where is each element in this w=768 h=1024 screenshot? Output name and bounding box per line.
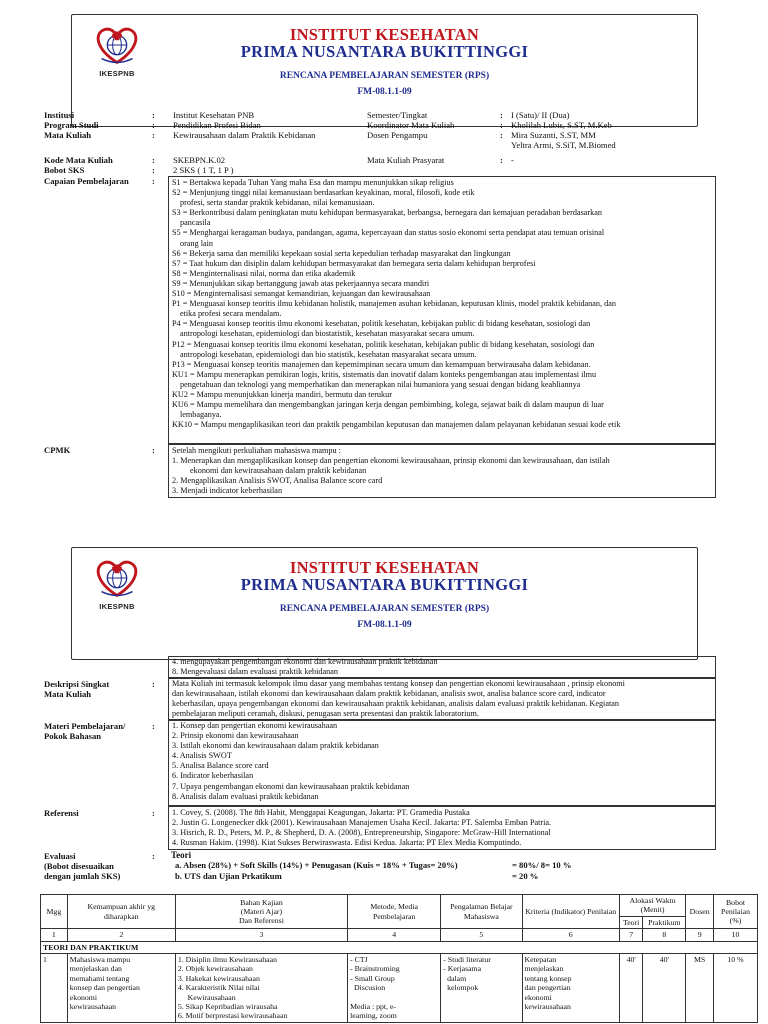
kemampuan-line: menjelaskan dan [69, 964, 122, 974]
table-row [41, 954, 758, 1023]
cell-praktikum: 40' [643, 954, 686, 1023]
teori-label: Teori [171, 850, 192, 860]
metode-line: Media : ppt, e- [350, 1001, 397, 1011]
header-bahan-2: (Materi Ajar) [240, 906, 283, 916]
evaluasi-label-2: (Bobot disesuaikan [44, 861, 114, 871]
materi-item: 6. Indicator keberhasilan [172, 771, 254, 781]
matkul-label: Mata Kuliah [44, 130, 92, 140]
cell-kemampuan [67, 954, 175, 1023]
header-praktikum: Praktikum [643, 916, 686, 928]
header-bahan-1: Bahan Kajian [240, 897, 283, 907]
cell-mgg: 1 [41, 954, 68, 1023]
capaian-line: etika profesi secara mendalam. [180, 309, 282, 319]
cell-kriteria [522, 954, 619, 1023]
capaian-line: S6 = Bekerja sama dan memiliki kepekaan sosial serta kepedulian terhadap masyarakat dan lingkungan [172, 248, 511, 258]
kode-value: SKEBPN.K.02 [173, 155, 226, 165]
col-number: 10 [714, 929, 758, 941]
col-number: 5 [441, 929, 522, 941]
metode-line: - Small Group [350, 973, 395, 983]
kemampuan-line: memahami tentang [69, 973, 130, 983]
capaian-label: Capaian Pembelajaran [44, 176, 129, 186]
cpmk-line: 1. Menerapkan dan mengaplikasikan konsep dan pengertian ekonomi kewirausahaan, prinsip ekonomi dan kewirausahaan, dan istilah [172, 456, 610, 466]
header-pengalaman: Pengalaman Belajar Mahasiswa [441, 895, 522, 929]
col-number: 8 [643, 929, 686, 941]
cpmk-continued-box [168, 656, 716, 678]
header-bahan [175, 895, 347, 929]
materi-item: 1. Konsep dan pengertian ekonomi kewirausahaan [172, 721, 338, 730]
materi-item: 4. Analisis SWOT [172, 751, 232, 761]
col-number: 3 [175, 929, 347, 941]
kriteria-line: Ketepatan [524, 955, 557, 965]
kemampuan-line: Mahasiswa mampu [69, 955, 131, 965]
pengalaman-line: dalam [443, 973, 467, 983]
cell-metode [348, 954, 441, 1023]
cpmk-line: 2. Mengaplikasikan Analisis SWOT, Analisa Balance score card [172, 476, 383, 486]
col-number: 1 [41, 929, 68, 941]
kriteria-line: kewirausahaan [524, 1002, 571, 1012]
colon: : [500, 110, 503, 120]
header-teori: Teori [619, 916, 643, 928]
page2-header [71, 547, 698, 660]
colon: : [152, 721, 155, 731]
referensi-box [168, 806, 716, 850]
colon: : [152, 120, 155, 130]
materi-item: 2. Prinsip ekonomi dan kewirausahaan [172, 731, 299, 741]
document-title: RENCANA PEMBELAJARAN SEMESTER (RPS) [279, 604, 490, 614]
kriteria-line: tentang konsep [524, 973, 572, 983]
capaian-line: pancasila [180, 218, 211, 228]
cell-pengalaman [441, 954, 522, 1023]
kemampuan-line: ekonomi [69, 992, 98, 1002]
materi-item: 7. Upaya pengembangan ekonomi dan kewirausahaan praktik kebidanan [172, 781, 410, 791]
table-header-row [41, 895, 758, 917]
capaian-line: S9 = Menunjukkan sikap bertanggung jawab atas pekerjaannya secara mandiri [172, 278, 430, 288]
deskripsi-label-2: Mata Kuliah [44, 689, 92, 699]
semester-label: Semester/Tingkat [367, 110, 428, 120]
pengalaman-line: - Studi literatur [443, 955, 491, 965]
capaian-line: KU2 = Mampu menunjukkan kinerja mandiri, bermutu dan terukur [172, 389, 392, 399]
document-code: FM-08.1.1-09 [357, 620, 412, 630]
deskripsi-line: Mata Kuliah ini termasuk kelompok ilmu dasar yang membahas tentang konsep dan pengertian ekonomi kewirausahaan , prinsip ekonomi [172, 679, 625, 688]
capaian-line: KK10 = Mampu mengaplikasikan teori dan praktik pengambilan keputusan dan manajemen dalam pelayanan kebidanan sesuai kode etik [172, 420, 621, 430]
koordinator-value: Kholilah Lubis, S.ST, M.Keb [511, 120, 612, 130]
materi-box [168, 720, 716, 806]
header-metode: Metode, Media Pembelajaran [348, 895, 441, 929]
cell-bobot: 10 % [714, 954, 758, 1023]
capaian-line: P13 = Menguasai konsep teoritis manajemen dan kepemimpinan secara umum dan kemampuan berwirausaha dalam kebidanan. [172, 359, 591, 369]
header-mgg: Mgg [41, 895, 68, 929]
kemampuan-line: kewirausahaan [69, 1002, 117, 1012]
cell-teori: 40' [619, 954, 643, 1023]
metode-line: learning, zoom [350, 1011, 397, 1021]
header-bahan-3: Dan Referensi [239, 916, 284, 926]
institution-name: INSTITUT KESEHATAN [289, 558, 480, 577]
cpmk-box [168, 444, 716, 498]
referensi-item: 4. Rusman Hakim. (1998). Kiat Sukses Berwiraswasta. Edisi Kedua. Jakarta: PT Elex Media Komputindo. [172, 838, 522, 848]
bobot-value: 2 SKS ( 1 T, 1 P ) [173, 165, 234, 175]
cell-bahan [175, 954, 347, 1023]
document-code: FM-08.1.1-09 [357, 87, 412, 97]
capaian-line: P1 = Menguasai konsep teoritis ilmu kebidanan holistik, manajemen asuhan kebidanan, keputusan klinis, model praktik kebidanan, dan [172, 299, 616, 309]
eval-item-b: b. UTS dan Ujian Prkatikum [175, 871, 282, 881]
prasyarat-value: - [511, 155, 514, 165]
header-alokasi-2: (Menit) [640, 905, 665, 915]
deskripsi-label: Deskripsi Singkat [44, 679, 110, 689]
prodi-value: Pendidikan Profesi Bidan [173, 120, 261, 130]
institution-name: INSTITUT KESEHATAN [289, 25, 480, 44]
bahan-line: 6. Motif berprestasi kewirausahaan [177, 1011, 288, 1021]
colon: : [152, 679, 155, 689]
table-number-row [41, 929, 758, 941]
capaian-line: S8 = Menginternalisasi nilai, norma dan etika akademik [172, 268, 356, 278]
materi-item: 5. Analisa Balance score card [172, 761, 269, 771]
pengalaman-line: - Kerjasama [443, 964, 482, 974]
col-number: 9 [686, 929, 714, 941]
metode-line: Discusion [350, 983, 386, 993]
cpmk-line: Setelah mengikuti perkuliahan mahasiswa mampu : [172, 446, 341, 455]
materi-label-2: Pokok Bahasan [44, 731, 102, 741]
eval-value-b: = 20 % [512, 871, 539, 881]
colon: : [152, 155, 155, 165]
kriteria-line: dan pengertian [524, 983, 571, 993]
referensi-label: Referensi [44, 808, 79, 818]
capaian-line: P4 = Menguasai konsep teoritis ilmu ekonomi kesehatan, politik kesehatan, kebijakan public di bidang kesehatan, sosiologi dan [172, 319, 591, 329]
eval-value-a: = 80%/ 8= 10 % [512, 860, 572, 870]
colon: : [500, 155, 503, 165]
metode-line: - Brainstroming [350, 964, 400, 974]
header-alokasi [619, 895, 685, 917]
institusi-label: Institusi [44, 110, 75, 120]
capaian-line: antropologi kesehatan, epidemiologi dan bio statistik, kesehatan masyarakat secara umum. [180, 349, 477, 359]
rps-table [40, 894, 758, 1023]
matkul-value: Kewirausahaan dalam Praktik Kebidanan [173, 130, 316, 140]
header-kriteria: Kriteria (Indikator) Penilaian [522, 895, 619, 929]
header-bobot: Bobot Penilaian (%) [714, 895, 758, 929]
colon: : [500, 120, 503, 130]
koordinator-label: Koordinator Mata Kuliah [367, 120, 455, 130]
kriteria-line: ekonomi [524, 992, 552, 1002]
deskripsi-line: dan kewirausahaan, istilah ekonomi dan kewirausahaan dalam praktik kebidanan, analisis swot, analisa balance score card, indicator [172, 689, 606, 699]
capaian-box [168, 176, 716, 444]
cell-dosen: MS [686, 954, 714, 1023]
capaian-line: KU1 = Mampu menerapkan pemikiran logis, kritis, sistematis dan inovatif dalam konteks pengembangan atau implementasi ilmu [172, 369, 597, 379]
bahan-line: 4. Karakteristik Nilai nilai [177, 983, 260, 993]
colon: : [152, 130, 155, 140]
kemampuan-line: konsep dan pengertian [69, 983, 140, 993]
colon: : [152, 851, 155, 861]
referensi-item: 2. Justin G. Longenecker dkk (2001). Kewirausahaan Manajemen Usaha Kecil. Jakarta: PT. Salemba Emban Patria. [172, 818, 552, 828]
deskripsi-box [168, 678, 716, 720]
cpmk-line: ekonomi dan kewirausahaan dalam praktik kebidanan [190, 466, 367, 476]
header-kemampuan: Kemampuan akhir yg diharapkan [67, 895, 175, 929]
cpmk-line: 8. Mengevaluasi dalam evaluasi praktik kebidanan [172, 667, 338, 677]
col-number: 4 [348, 929, 441, 941]
header-dosen: Dosen [686, 895, 714, 929]
section-row [41, 941, 758, 953]
col-number: 2 [67, 929, 175, 941]
prodi-label: Program Studi [44, 120, 99, 130]
capaian-line: orang lain [180, 238, 213, 248]
capaian-line: P12 = Menguasai konsep teoritis ilmu ekonomi kesehatan, politik kesehatan, kebijakan public di bidang kesehatan, sosiologi dan [172, 339, 595, 349]
bahan-line: 2. Objek kewirausahaan [177, 964, 253, 974]
colon: : [152, 165, 155, 175]
kriteria-line: menjelaskan [524, 964, 564, 974]
capaian-line: S7 = Taat hukum dan disiplin dalam kehidupan bermasyarakat dan bernegara serta dalam kehidupan berprofesi [172, 258, 536, 268]
referensi-item: 3. Hisrich, R. D., Peters, M. P., & Shepherd, D. A. (2008), Entrepreneurship, Singapore: McGraw-Hill International [172, 828, 551, 838]
cpmk-line: 3. Menjadi indicator keberhasilan [172, 486, 283, 496]
dosen-value-2: Yeltra Armi, S.SiT, M.Biomed [511, 140, 616, 150]
semester-value: I (Satu)/ II (Dua) [511, 110, 570, 120]
cpmk-label: CPMK [44, 445, 71, 455]
col-number: 7 [619, 929, 643, 941]
bahan-line: 1. Disiplin ilmu Kewirausahaan [177, 955, 278, 965]
capaian-line: S1 = Bertakwa kepada Tuhan Yang maha Esa dan mampu menunjukkan sikap religius [172, 178, 454, 187]
col-number: 6 [522, 929, 619, 941]
capaian-line: pengetahuan dan teknologi yang memperhatikan dan menerapkan nilai humaniora yang sesuai dengan bidang keahliannya [180, 379, 581, 389]
logo-text: IKESPNB [99, 602, 135, 611]
materi-item: 3. Istilah ekonomi dan kewirausahaan dalam praktik kebidanan [172, 741, 379, 751]
header-alokasi-1: Alokasi Waktu [629, 896, 676, 905]
evaluasi-label: Evaluasi [44, 851, 76, 861]
institusi-value: Institut Kesehatan PNB [173, 110, 255, 120]
capaian-line: S2 = Menjunjung tinggi nilai kemanusiaan berdasarkan keyakinan, moral, filosofi, kode etik [172, 188, 475, 198]
materi-item: 8. Analisis dalam evaluasi praktik kebidanan [172, 791, 319, 801]
deskripsi-line: pembelajaran meliputi ceramah, diskusi, penugasan serta presentasi dan praktik laboratorium. [172, 709, 479, 719]
colon: : [152, 176, 155, 186]
prasyarat-label: Mata Kuliah Prasyarat [367, 155, 445, 165]
cpmk-line: 4. mengupayakan pengembangan ekonomi dan kewirausahaan praktik kebidanan [172, 657, 438, 666]
logo-text: IKESPNB [99, 69, 135, 78]
bahan-line: 3. Hakekat kewirausahaan [177, 973, 260, 983]
deskripsi-line: keberhasilan, upaya pengembangan ekonomi dan kewirausahaan praktik kebidanan, analisis dalam evaluasi praktik kebidanan. Kegiatan [172, 699, 619, 709]
evaluasi-label-3: dengan jumlah SKS) [44, 871, 121, 881]
colon: : [152, 445, 155, 455]
capaian-line: lembaganya. [180, 410, 222, 420]
referensi-item: 1. Covey, S. (2008). The 8th Habit, Menggapai Keagungan, Jakarta: PT. Gramedia Pustaka [172, 808, 470, 817]
colon: : [500, 130, 503, 140]
colon: : [152, 808, 155, 818]
kode-label: Kode Mata Kuliah [44, 155, 113, 165]
materi-label: Materi Pembelajaran/ [44, 721, 126, 731]
eval-item-a: a. Absen (28%) + Soft Skills (14%) + Penugasan (Kuis = 18% + Tugas= 20%) [175, 860, 458, 870]
bahan-line: Kewirausahaan [177, 992, 236, 1002]
colon: : [152, 110, 155, 120]
capaian-line: antropologi kesehatan, epidemiologi dan biostatistik, kesehatan masyarakat secara umum. [180, 329, 475, 339]
metode-line [350, 993, 438, 1002]
section-title: TEORI DAN PRAKTIKUM [41, 941, 758, 953]
pengalaman-line: kelompok [443, 983, 479, 993]
institution-subname: PRIMA NUSANTARA BUKITTINGGI [240, 42, 529, 61]
capaian-line: profesi, serta standar praktik kebidanan, nilai kemanusiaan. [180, 198, 375, 208]
capaian-line: KU6 = Mampu memelihara dan mengembangkan jaringan kerja dengan pembimbing, kolega, sejawat baik di dalam maupun di luar [172, 400, 604, 410]
bobot-label: Bobot SKS [44, 165, 85, 175]
dosen-label: Dosen Pengampu [367, 130, 428, 140]
metode-line: - CTJ [350, 955, 368, 965]
bahan-line: 5. Sikap Kepribadian wirausaha [177, 1002, 278, 1012]
institution-subname: PRIMA NUSANTARA BUKITTINGGI [240, 575, 529, 594]
capaian-line: S3 = Berkontribusi dalam peningkatan mutu kehidupan bermasyarakat, berbangsa, bernegara dan kemajuan peradaban berdasarkan [172, 208, 602, 218]
dosen-value-1: Mira Suzanti, S.ST, MM [511, 130, 596, 140]
capaian-line: S10 = Menginternalisasi semangat kemandirian, kejuangan dan kewirausahaan [172, 289, 431, 299]
capaian-line: S5 = Menghargai keragaman budaya, pandangan, agama, kepercayaan dan status sosio ekonomi serta pendapat atau temuan orisinal [172, 228, 605, 238]
document-title: RENCANA PEMBELAJARAN SEMESTER (RPS) [279, 71, 490, 81]
